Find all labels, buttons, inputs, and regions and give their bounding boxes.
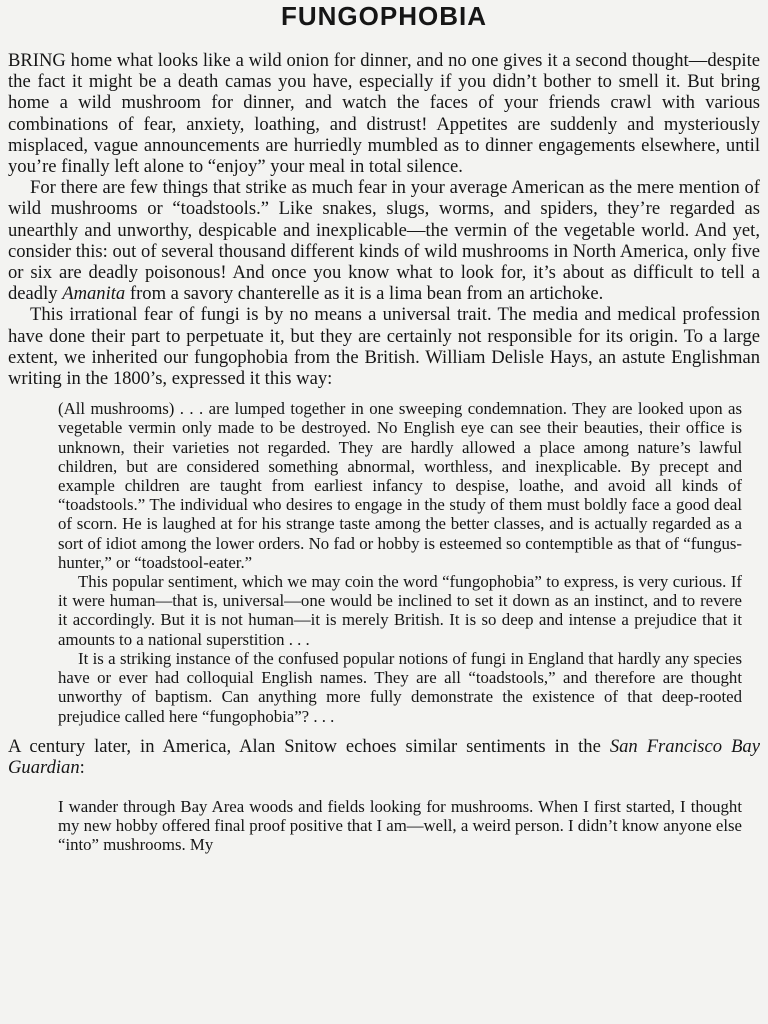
quote-paragraph-3: It is a striking instance of the confused popular notions of fungi in England that hardly any species have or ever had colloquial English names. They are all “toadstools,” and therefore are thought unworthy of baptism. Can anything more fully demonstrate the existence of that deep-rooted prejudice called here “fungophobia”? . . . xyxy=(58,648,742,726)
paragraph-4-text-b: : xyxy=(79,756,85,778)
bay-guardian-italic: San Francisco Bay Guardian xyxy=(8,735,760,778)
paragraph-2-text-b: from a savory chanterelle as it is a lima bean from an artichoke. xyxy=(125,283,604,305)
paragraph-2 xyxy=(8,177,760,304)
hays-block-quote xyxy=(58,399,742,725)
paragraph-4 xyxy=(8,736,760,778)
snitow-quote-text: I wander through Bay Area woods and fields looking for mushrooms. When I first started, I thought my new hobby offered final proof positive that I am—well, a weird person. I didn’t know anyone else “into” mushrooms. My xyxy=(58,796,742,855)
paragraph-4-text-a: A century later, in America, Alan Snitow echoes similar sentiments in the xyxy=(8,735,610,757)
amanita-italic: Amanita xyxy=(62,283,126,305)
page-title: FUNGOPHOBIA xyxy=(281,1,487,31)
quote-paragraph-2: This popular sentiment, which we may coin the word “fungophobia” to express, is very curious. If it were human—that is, universal—one would be inclined to set it down as an instinct, and to revere it accordingly. But it is not human—it is merely British. It is so deep and intense a prejudice that it amounts to a national superstition . . . xyxy=(58,572,742,649)
paragraph-1: BRING home what looks like a wild onion for dinner, and no one gives it a second thought—despite the fact it might be a death camas you have, especially if you didn’t bother to smell it. But bring home a wild mushroom for dinner, and watch the faces of your friends crawl with various combinations of fear, anxiety, loathing, and distrust! Appetites are suddenly and mysteriously misplaced, vague announcements are hurriedly mumbled as to dinner engagements elsewhere, until you’re finally left alone to “enjoy” your meal in total silence. xyxy=(8,50,760,178)
paragraph-2-text-a: For there are few things that strike as much fear in your average American as the mere mention of wild mushrooms or “toadstools.” Like snakes, slugs, worms, and spiders, they’re regarded as unearthly and unworthy, despicable and inexplicable—the vermin of the vegetable world. And yet, consider this: out of several thousand different kinds of wild mushrooms in North America, only five or six are deadly poisonous! And once you know what to look for, it’s about as difficult to tell a deadly xyxy=(8,177,760,305)
paragraph-3: This irrational fear of fungi is by no means a universal trait. The media and medical profession have done their part to perpetuate it, but they are certainly not responsible for its origin. To a large extent, we inherited our fungophobia from the British. William Delisle Hays, an astute Englishman writing in the 1800’s, expressed it this way: xyxy=(8,304,760,390)
snitow-block-quote xyxy=(58,797,742,855)
quote-paragraph-1: (All mushrooms) . . . are lumped together in one sweeping condemnation. They are looked upon as vegetable vermin only made to be destroyed. No English eye can see their beauties, their office is unknown, their varieties not regarded. They are hardly allowed a place among nature’s lawful children, but are considered something abnormal, worthless, and inexplicable. By precept and example children are taught from earliest infancy to despise, loathe, and avoid all kinds of “toadstools.” The individual who desires to engage in the study of them must boldly face a good deal of scorn. He is laughed at for his strange taste among the better classes, and is actually regarded as a sort of idiot among the lower orders. No fad or hobby is esteemed so contemptible as that of “fungus-hunter,” or “toadstool-eater.” xyxy=(58,399,742,572)
